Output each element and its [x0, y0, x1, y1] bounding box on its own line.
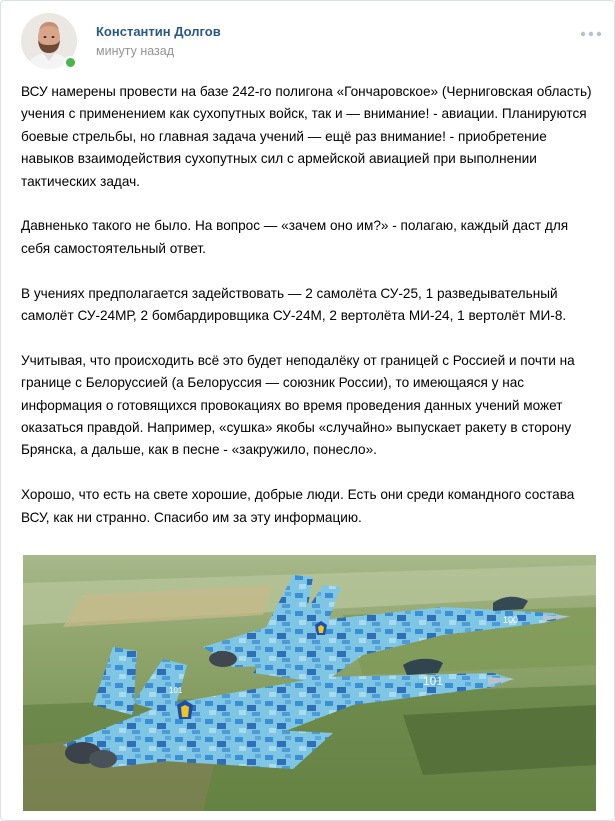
post-header	[21, 13, 601, 69]
jet-marking: 101	[169, 686, 183, 695]
paragraph: ВСУ намерены провести на базе 242-го полигона «Гончаровское» (Черниговская область) учения с применением как сухопутных войск, так и — внимание! - авиации. Планируются боевые стрельбы, но главная задача учений — ещё раз внимание! - приобретение навыков взаимодействия сухопутных сил с армейской авиацией при выполнении тактических задач.	[21, 84, 592, 189]
paragraph: Учитывая, что происходить всё это будет неподалёку от границей с Россией и почти на границе с Белоруссией (а Белоруссия — союзник России), то имеющаяся у нас информация о готовящихся провокациях во время проведения данных учений может оказаться правдой. Например, «сушка» якобы «случайно» выпускает ракету в сторону Брянска, а дальше, как в песне - «закружило, понесло».	[21, 352, 575, 458]
ellipsis-icon[interactable]	[579, 29, 603, 39]
post-time[interactable]: минуту назад	[96, 44, 175, 58]
paragraph: Давненько такого не было. На вопрос — «зачем оно им?» - полагаю, каждый даст для себя самостоятельный ответ.	[21, 218, 569, 256]
author-name[interactable]: Константин Долгов	[96, 24, 221, 39]
fighter-jets-photo	[23, 555, 596, 811]
jet-marking: 101	[423, 674, 444, 688]
jet-marking: 100	[503, 615, 519, 625]
paragraph: В учениях предполагается задействовать — 2 самолёта СУ-25, 1 разведывательный самолёт СУ-24МР, 2 бомбардировщика СУ-24М, 2 вертолёта МИ-24, 1 вертолёт МИ-8.	[21, 285, 567, 324]
post-text	[21, 81, 597, 529]
paragraph: Хорошо, что есть на свете хорошие, добрые люди. Есть они среди командного состава ВСУ, как ни странно. Спасибо им за эту информацию.	[21, 487, 575, 525]
online-indicator	[64, 56, 77, 69]
post-photo[interactable]	[23, 555, 596, 811]
